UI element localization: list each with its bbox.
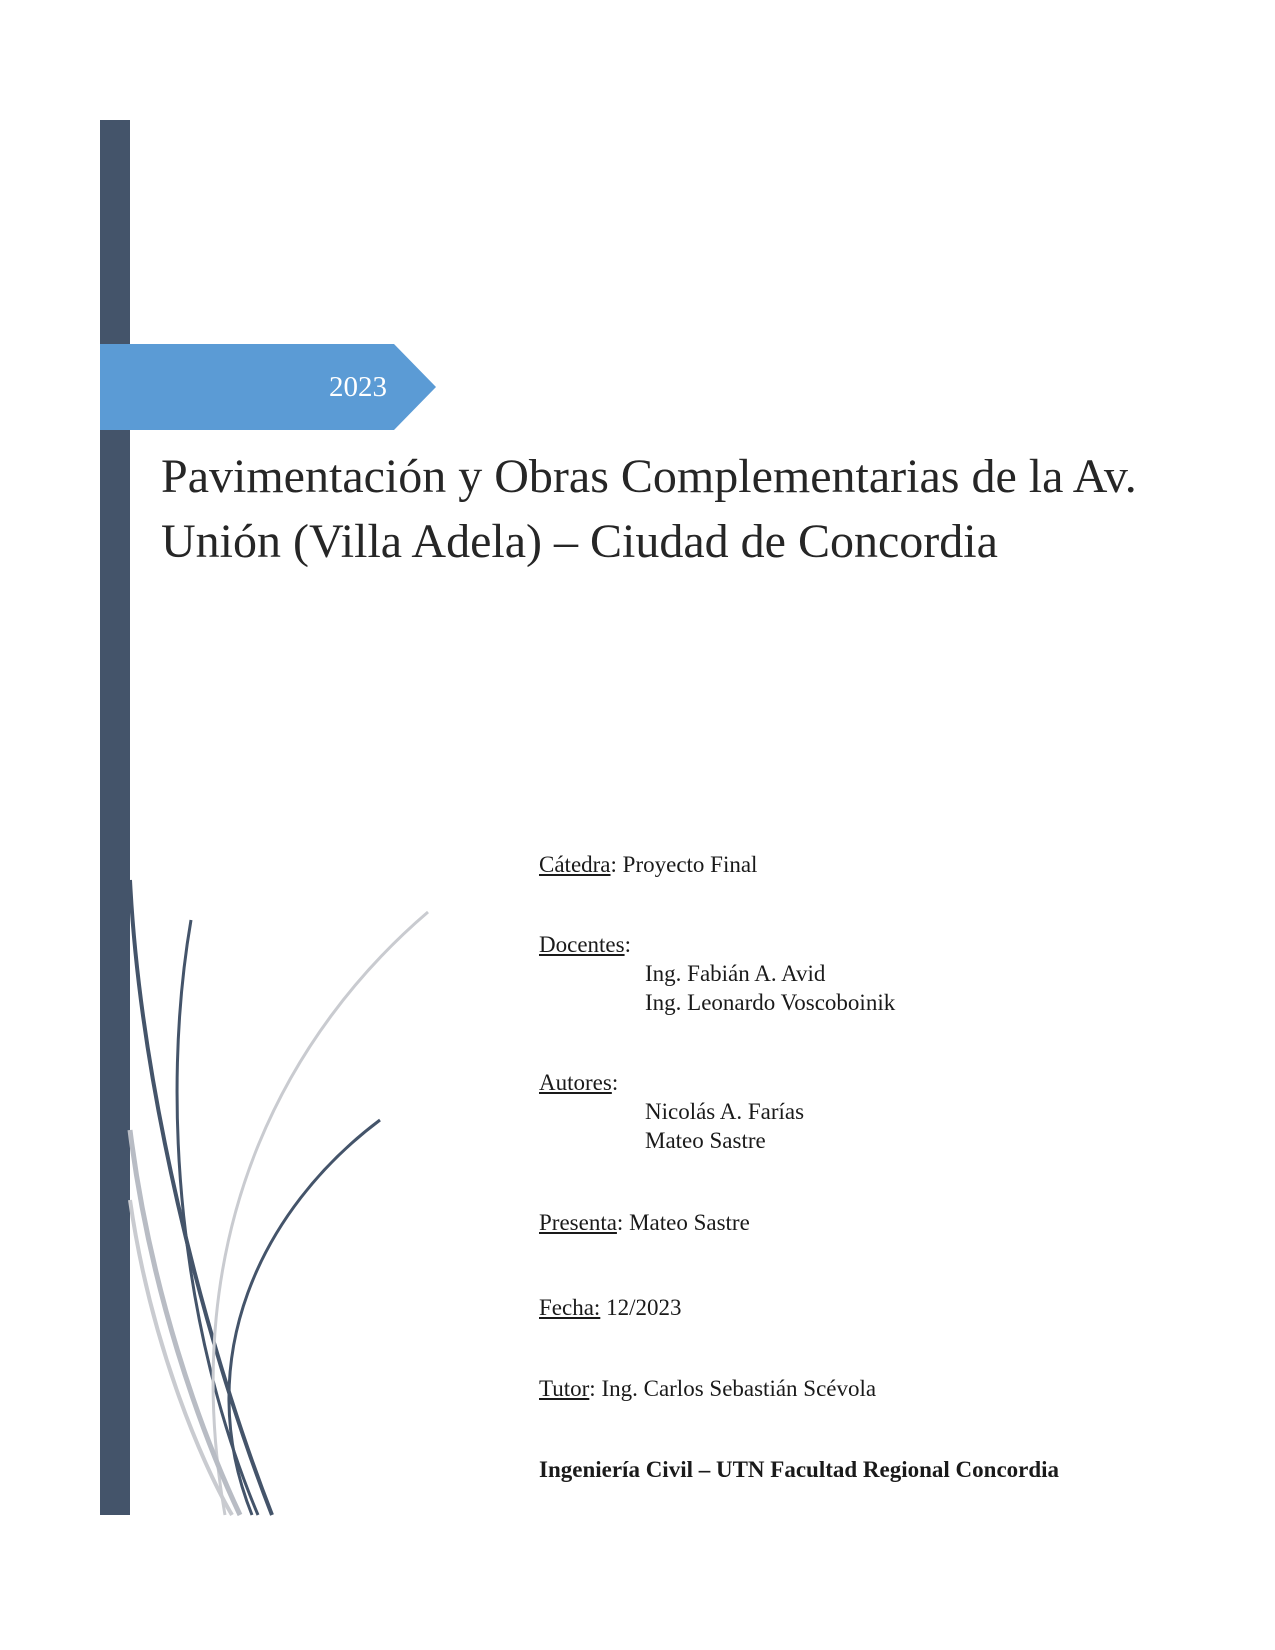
docente-name: Ing. Leonardo Voscoboinik [645,990,896,1015]
institution-line: Ingeniería Civil – UTN Facultad Regional Concordia [539,1457,1060,1482]
catedra-value: Proyecto Final [622,852,758,877]
fecha-value: 12/2023 [606,1295,682,1320]
catedra-label: Cátedra [539,852,611,877]
autor-name: Mateo Sastre [645,1128,766,1153]
document-title: Pavimentación y Obras Complementarias de la Av. Unión (Villa Adela) – Ciudad de Concordia [161,450,1137,568]
autor-name: Nicolás A. Farías [645,1099,805,1124]
docentes-block: Docentes: Ing. Fabián A. Avid Ing. Leonardo Voscoboinik [539,932,896,1015]
catedra-row: Cátedra: Proyecto Final [539,852,758,877]
tutor-value: Ing. Carlos Sebastián Scévola [601,1376,877,1401]
presenta-label: Presenta [539,1210,617,1235]
fecha-label: Fecha: [539,1295,601,1320]
presenta-row: Presenta: Mateo Sastre [539,1210,750,1235]
docentes-label: Docentes [539,932,625,957]
autores-label: Autores [539,1070,612,1095]
presenta-value: Mateo Sastre [629,1210,750,1235]
tutor-label: Tutor [539,1376,590,1401]
autores-block: Autores: Nicolás A. Farías Mateo Sastre [539,1070,805,1153]
docente-name: Ing. Fabián A. Avid [645,961,826,986]
fecha-row [539,1293,681,1322]
tutor-row: Tutor: Ing. Carlos Sebastián Scévola [539,1376,877,1401]
cover-year: 2023 [329,370,387,403]
